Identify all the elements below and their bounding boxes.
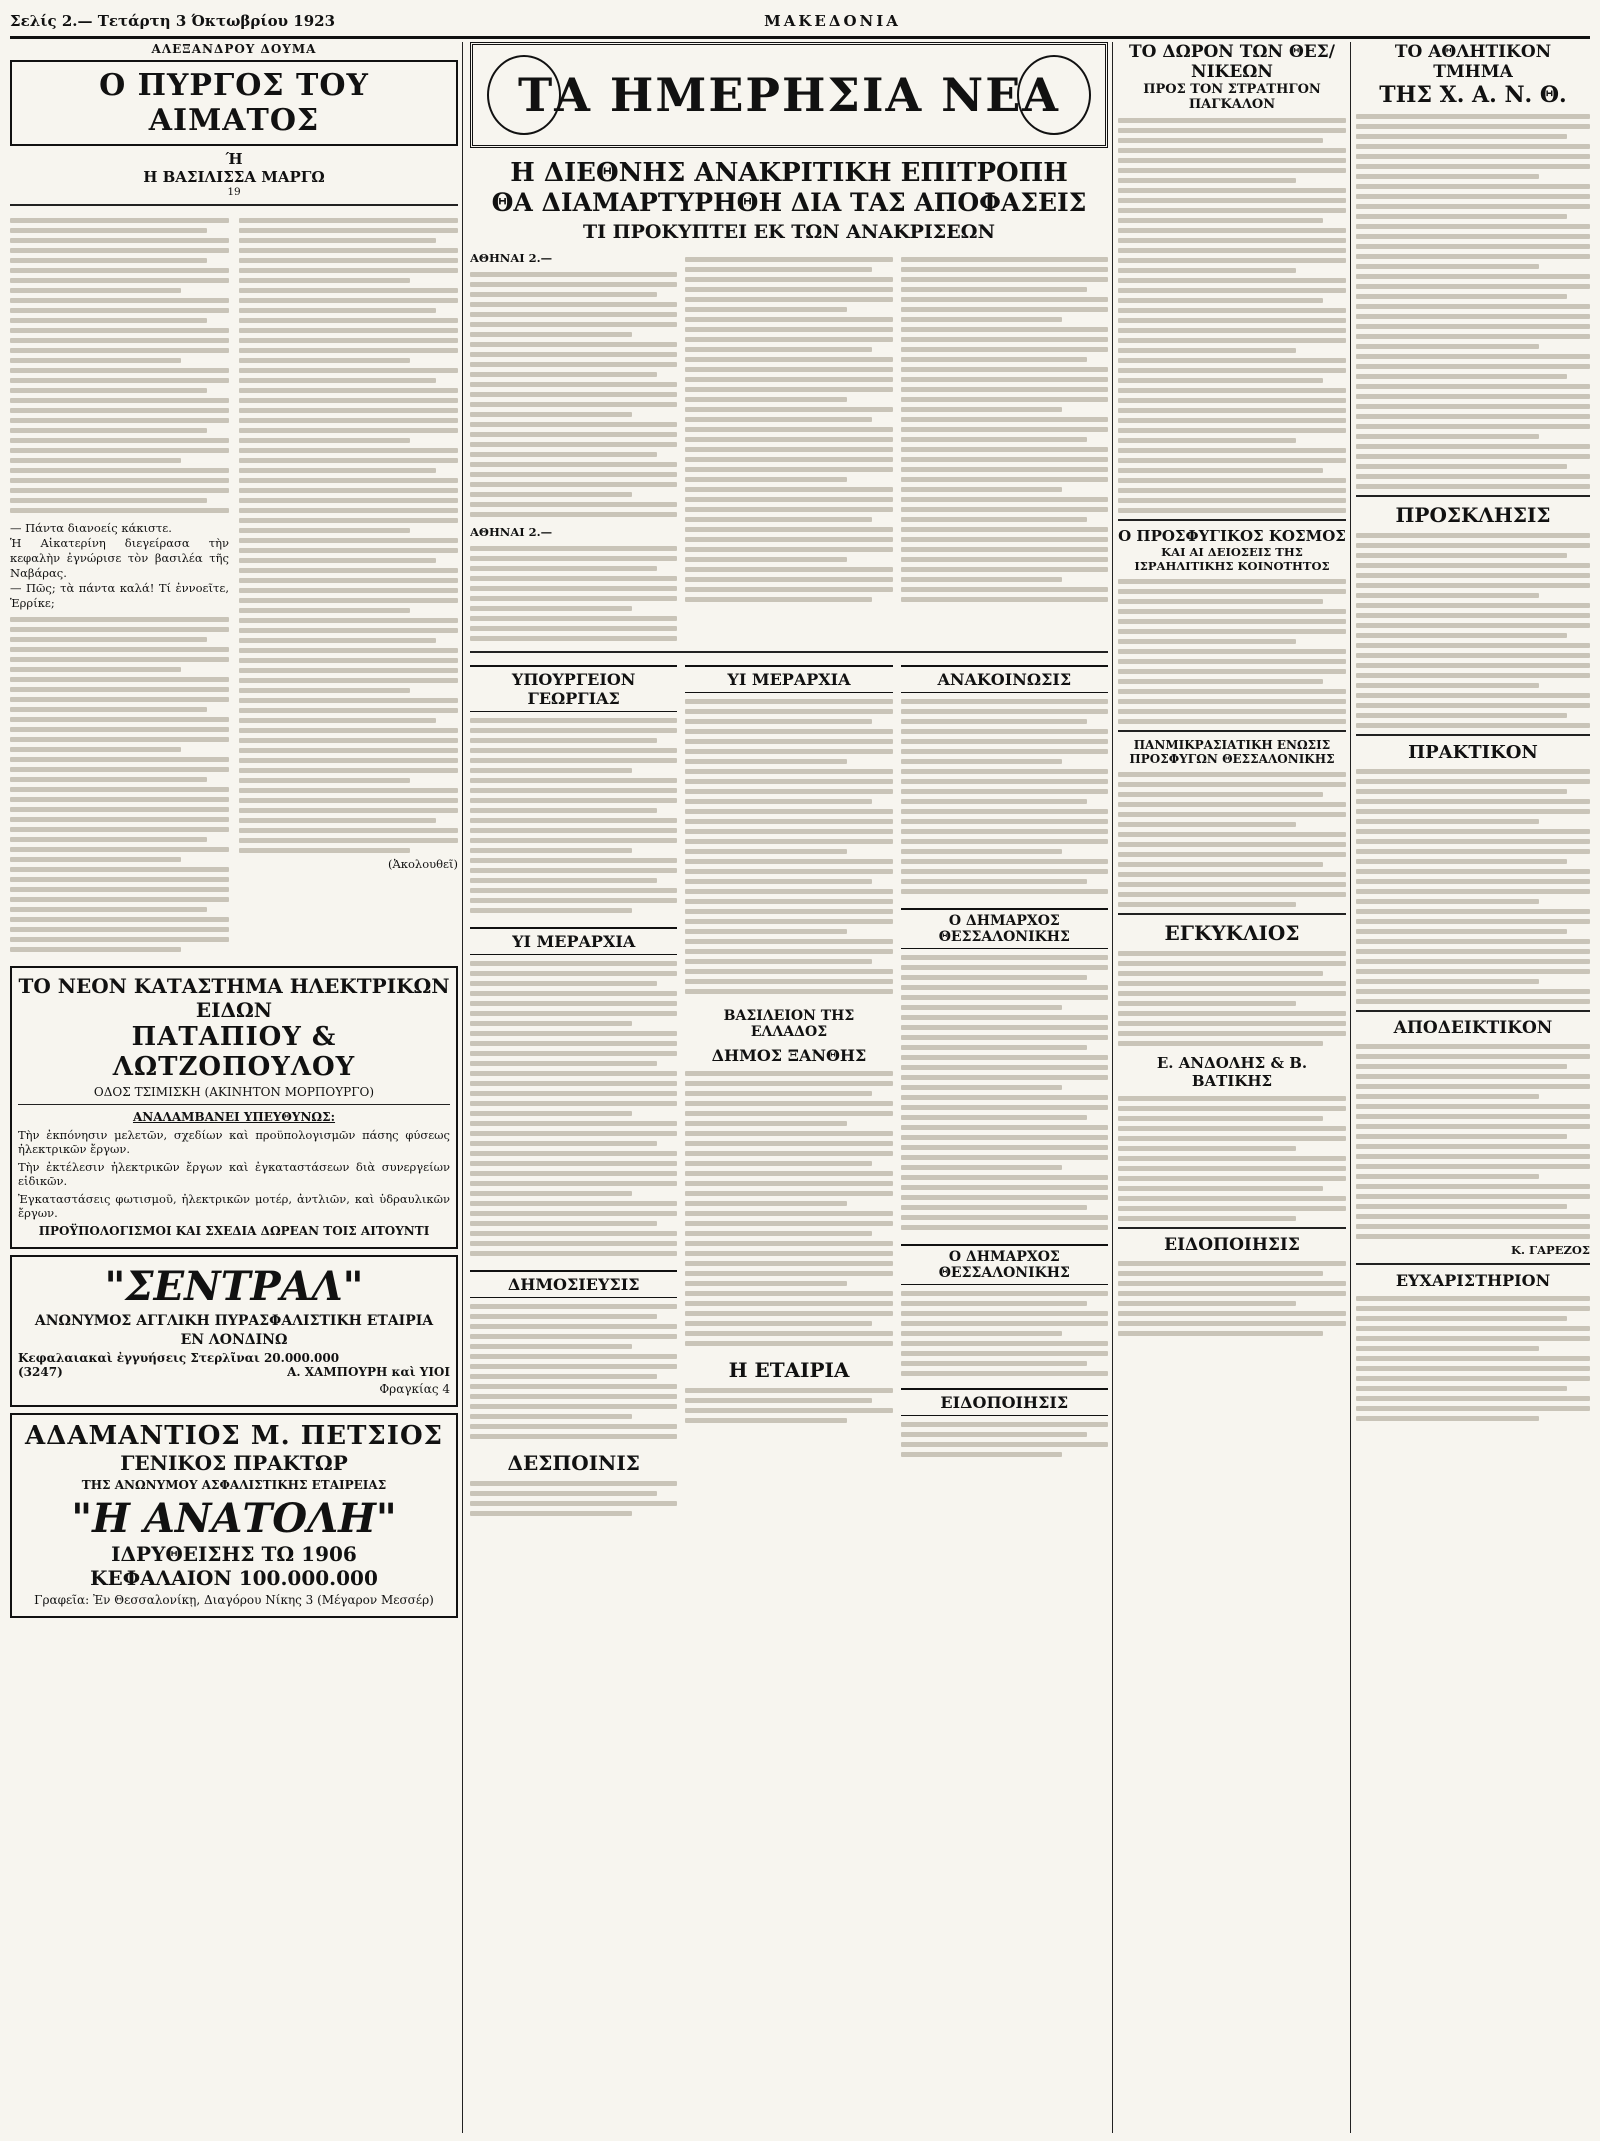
section-mayor: Ο ΔΗΜΑΡΧΟΣ ΘΕΣΣΑΛΟΝΙΚΗΣ	[901, 908, 1108, 949]
ad-central-street: Φραγκίας 4	[379, 1382, 450, 1396]
serial-or: Ή	[225, 150, 243, 168]
section-announce: ΑΝΑΚΟΙΝΩΣΙΣ	[901, 665, 1108, 693]
ad-central-agent: Α. ΧΑΜΠΟΥΡΗ καὶ ΥΙΟΙ	[287, 1365, 450, 1379]
banner-ornament-icon	[487, 55, 561, 135]
masthead-paper-name: ΜΑΚΕΔΟΝΙΑ	[764, 12, 901, 30]
notice-head: ΕΙΔΟΠΟΙΗΣΙΣ	[1164, 1235, 1300, 1255]
right-column-2	[1356, 42, 1590, 2133]
ad-electric-footer: ΠΡΟΫΠΟΛΟΓΙΣΜΟΙ ΚΑΙ ΣΧΕΔΙΑ ΔΩΡΕΑΝ ΤΟΙΣ ΑΙΤΟΥΝΤΙ	[38, 1224, 430, 1238]
circular-head: ΕΓΚΥΚΛΙΟΣ	[1164, 921, 1300, 945]
ad-central-insurance	[10, 1255, 458, 1407]
athletic-subhead: ΤΗΣ Χ. Α. Ν. Θ.	[1379, 82, 1567, 108]
masthead	[10, 6, 1590, 39]
union-head: ΠΑΝΜΙΚΡΑΣΙΑΤΙΚΗ ΕΝΩΣΙΣ ΠΡΟΣΦΥΓΩΝ ΘΕΣΣΑΛΟΝΙΚΗΣ	[1129, 738, 1335, 766]
right-column-1	[1118, 42, 1346, 2133]
serial-text-right	[239, 212, 458, 952]
section-merarchia: ΥΙ ΜΕΡΑΡΧΙΑ	[685, 665, 892, 693]
headline-secondary: ΘΑ ΔΙΑΜΑΡΤΥΡΗΘΗ ΔΙΑ ΤΑΣ ΑΠΟΦΑΣΕΙΣ	[491, 188, 1087, 217]
ad-anatoli-insurance	[10, 1413, 458, 1618]
section-kingdom: ΒΑΣΙΛΕΙΟΝ ΤΗΣ ΕΛΛΑΔΟΣ	[723, 1008, 855, 1040]
serial-author: ΑΛΕΞΑΝΔΡΟΥ ΔΟΥΜΑ	[151, 42, 317, 56]
serial-title: Ο ΠΥΡΓΟΣ ΤΟΥ ΑΙΜΑΤΟΣ	[10, 60, 458, 146]
firm-head: Ε. ΑΝΔΟΛΗΣ & Β. ΒΑΤΙΚΗΣ	[1156, 1054, 1308, 1090]
section-merarchia: ΥΙ ΜΕΡΑΡΧΙΑ	[470, 927, 677, 955]
ad-electric-store	[10, 966, 458, 1249]
receipt-head: ΑΠΟΔΕΙΚΤΙΚΟΝ	[1393, 1018, 1553, 1038]
section-ladies: ΔΕΣΠΟΙΝΙΣ	[507, 1451, 640, 1475]
ad-electric-bullet: Τὴν ἐκπόνησιν μελετῶν, σχεδίων καὶ προϋπολογισμῶν πάσης φύσεως ἠλεκτρικῶν ἔργων.	[18, 1128, 450, 1156]
ad-electric-bullet: Τὴν ἐκτέλεσιν ἠλεκτρικῶν ἔργων καὶ ἐγκαταστάσεων διὰ συνεργείων εἰδικῶν.	[18, 1160, 450, 1188]
serial-subtitle: Η ΒΑΣΙΛΙΣΣΑ ΜΑΡΓΩ	[143, 168, 325, 186]
gift-subhead: ΠΡΟΣ ΤΟΝ ΣΤΡΑΤΗΓΟΝ ΠΑΓΚΑΛΟΝ	[1143, 82, 1321, 112]
serial-continued: (Ἀκολουθεῖ)	[388, 857, 458, 871]
banner-title: ΤΑ ΗΜΕΡΗΣΙΑ ΝΕΑ	[518, 68, 1060, 122]
ad-anatoli-company: ΤΗΣ ΑΝΩΝΥΜΟΥ ΑΣΦΑΛΙΣΤΙΚΗΣ ΕΤΑΙΡΕΙΑΣ	[81, 1478, 387, 1492]
receipt-signer: Κ. ΓΑΡΕΖΟΣ	[1510, 1243, 1590, 1257]
refugee-head: Ο ΠΡΟΣΦΥΓΙΚΟΣ ΚΟΣΜΟΣ	[1118, 527, 1346, 545]
lower-news	[470, 659, 1108, 1516]
headline-main: Η ΔΙΕΘΝΗΣ ΑΝΑΚΡΙΤΙΚΗ ΕΠΙΤΡΟΠΗ	[510, 158, 1068, 188]
column-rule	[1112, 42, 1113, 2133]
column-rule	[462, 42, 463, 2133]
section-municipality: ΔΗΜΟΣ ΞΑΝΘΗΣ	[711, 1046, 867, 1065]
section-company: Η ΕΤΑΙΡΙΑ	[728, 1358, 850, 1382]
ad-anatoli-capital: ΚΕΦΑΛΑΙΟΝ 100.000.000	[90, 1566, 378, 1590]
section-mayor: Ο ΔΗΜΑΡΧΟΣ ΘΕΣΣΑΛΟΝΙΚΗΣ	[901, 1244, 1108, 1285]
left-column	[10, 42, 458, 2133]
ad-electric-takes: ΑΝΑΛΑΜΒΑΝΕΙ ΥΠΕΥΘΥΝΩΣ:	[132, 1110, 336, 1124]
ad-central-capital: Κεφαλαιακαὶ ἐγγυήσεις Στερλῖναι 20.000.000	[18, 1351, 340, 1365]
serial-paragraph: — Πάντα διανοείς κάκιστε.	[10, 521, 172, 535]
ad-electric-title: ΤΟ ΝΕΟΝ ΚΑΤΑΣΤΗΜΑ ΗΛΕΚΤΡΙΚΩΝ ΕΙΔΩΝ	[18, 974, 450, 1022]
news-banner	[470, 42, 1108, 148]
ad-central-line1: ΑΝΩΝΥΜΟΣ ΑΓΓΛΙΚΗ ΠΥΡΑΣΦΑΛΙΣΤΙΚΗ ΕΤΑΙΡΙΑ	[34, 1313, 434, 1329]
serial-text-left	[10, 212, 229, 952]
ad-electric-address: ΟΔΟΣ ΤΣΙΜΙΣΚΗ (ΑΚΙΝΗΤΟΝ ΜΟΡΠΟΥΡΓΟ)	[93, 1085, 375, 1099]
serial-number: 19	[227, 186, 241, 198]
serial-paragraph: Ἡ Αἰκατερίνη διεγείρασα τὴν κεφαλὴν ἐγνώρισε τὸν βασιλέα τῆς Ναβάρας.	[10, 536, 229, 580]
section-publications: ΔΗΜΟΣΙΕΥΣΙΣ	[470, 1270, 677, 1298]
invitation-head: ΠΡΟΣΚΛΗΣΙΣ	[1395, 503, 1551, 527]
masthead-date: Σελίς 2.— Τετάρτη 3 Όκτωβρίου 1923	[10, 12, 336, 30]
minutes-head: ΠΡΑΚΤΙΚΟΝ	[1408, 742, 1538, 763]
ad-anatoli-brand: "Η ΑΝΑΤΟΛΗ"	[71, 1495, 397, 1542]
column-rule	[1350, 42, 1351, 2133]
ad-electric-firm: ΠΑΤΑΠΙΟΥ & ΛΩΤΖΟΠΟΥΛΟΥ	[112, 1022, 356, 1082]
ad-central-line2: ΕΝ ΛΟΝΔΙΝΩ	[180, 1332, 288, 1348]
section-ministry: ΥΠΟΥΡΓΕΙΟΝ ΓΕΩΡΓΙΑΣ	[470, 665, 677, 712]
dateline: ΑΘΗΝΑΙ 2.—	[470, 525, 553, 539]
ad-anatoli-office: Γραφεῖα: Ἐν Θεσσαλονίκῃ, Διαγόρου Νίκης 3 (Μέγαρον Μεσσέρ)	[34, 1593, 434, 1607]
dateline: ΑΘΗΝΑΙ 2.—	[470, 251, 553, 265]
main-news	[470, 42, 1108, 2133]
thanks-head: ΕΥΧΑΡΙΣΤΗΡΙΟΝ	[1395, 1271, 1551, 1290]
ad-anatoli-role: ΓΕΝΙΚΟΣ ΠΡΑΚΤΩΡ	[120, 1451, 348, 1475]
serial-paragraph: — Πῶς; τὰ πάντα καλά! Τί ἐννοεῖτε, Ἑρρίκε;	[10, 581, 229, 610]
athletic-head: ΤΟ ΑΘΛΗΤΙΚΟΝ ΤΜΗΜΑ	[1394, 42, 1552, 82]
headline-tertiary: ΤΙ ΠΡΟΚΥΠΤΕΙ ΕΚ ΤΩΝ ΑΝΑΚΡΙΣΕΩΝ	[583, 221, 995, 243]
lead-story	[470, 251, 1108, 641]
refugee-subhead: ΚΑΙ ΑΙ ΔΕΙΟΣΕΙΣ ΤΗΣ ΙΣΡΑΗΛΙΤΙΚΗΣ ΚΟΙΝΟΤΗΤΟΣ	[1134, 545, 1330, 573]
gift-head: ΤΟ ΔΩΡΟΝ ΤΩΝ ΘΕΣ/ΝΙΚΕΩΝ	[1129, 42, 1335, 82]
ad-anatoli-founded: ΙΔΡΥΘΕΙΣΗΣ ΤΩ 1906	[111, 1542, 357, 1566]
ad-central-code: (3247)	[18, 1365, 63, 1379]
banner-portrait-icon	[1017, 55, 1091, 135]
ad-anatoli-agent-name: ΑΔΑΜΑΝΤΙΟΣ Μ. ΠΕΤΣΙΟΣ	[24, 1421, 443, 1451]
ad-electric-bullet: Ἐγκαταστάσεις φωτισμοῦ, ἠλεκτρικῶν μοτέρ, ἀντλιῶν, καὶ ὑδραυλικῶν ἔργων.	[18, 1192, 450, 1220]
section-notices: ΕΙΔΟΠΟΙΗΣΙΣ	[901, 1388, 1108, 1416]
ad-central-name: "ΣΕΝΤΡΑΛ"	[104, 1263, 364, 1310]
